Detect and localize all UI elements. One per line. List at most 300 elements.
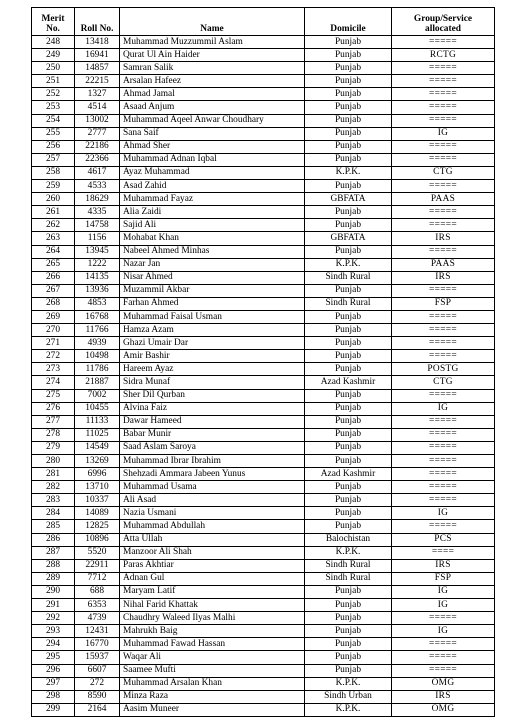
merit-no-cell: 288 (32, 559, 75, 572)
merit-no-cell: 290 (32, 585, 75, 598)
table-row (32, 599, 495, 612)
name-cell: Muhammad Abdullah (120, 520, 305, 533)
group-service-cell: IG (392, 127, 495, 140)
roll-no-cell: 22366 (75, 153, 120, 166)
group-service-cell: IG (392, 625, 495, 638)
group-service-cell: ===== (392, 468, 495, 481)
merit-no-cell: 264 (32, 245, 75, 258)
table-row (32, 546, 495, 559)
roll-no-cell: 10498 (75, 350, 120, 363)
domicile-cell: Punjab (305, 49, 392, 62)
table-row (32, 389, 495, 402)
domicile-cell: Azad Kashmir (305, 376, 392, 389)
name-cell: Samran Salik (120, 62, 305, 75)
table-row (32, 494, 495, 507)
roll-no-cell: 13269 (75, 455, 120, 468)
table-row (32, 455, 495, 468)
table-row (32, 101, 495, 114)
table-row (32, 206, 495, 219)
table-row (32, 49, 495, 62)
group-service-cell: IRS (392, 232, 495, 245)
domicile-cell: Punjab (305, 612, 392, 625)
table-row (32, 428, 495, 441)
roll-no-cell: 7712 (75, 572, 120, 585)
merit-no-cell: 252 (32, 88, 75, 101)
header-merit-line2: No. (46, 24, 60, 34)
name-cell: Dawar Hameed (120, 415, 305, 428)
name-cell: Muhammad Aqeel Anwar Choudhary (120, 114, 305, 127)
table-header-row (32, 8, 495, 36)
table-row (32, 219, 495, 232)
domicile-cell: Punjab (305, 585, 392, 598)
merit-no-cell: 248 (32, 36, 75, 49)
domicile-cell: Punjab (305, 88, 392, 101)
name-cell: Ghazi Umair Dar (120, 337, 305, 350)
group-service-cell: ===== (392, 245, 495, 258)
group-service-cell: ===== (392, 114, 495, 127)
name-cell: Maryam Latif (120, 585, 305, 598)
group-service-cell: ===== (392, 310, 495, 323)
table-row (32, 664, 495, 677)
group-service-cell: ===== (392, 153, 495, 166)
table-row (32, 350, 495, 363)
table-row (32, 180, 495, 193)
name-cell: Mahrukh Baig (120, 625, 305, 638)
table-row (32, 638, 495, 651)
domicile-cell: Punjab (305, 284, 392, 297)
domicile-cell: K.P.K. (305, 166, 392, 179)
table-row (32, 258, 495, 271)
roll-no-cell: 10896 (75, 533, 120, 546)
name-cell: Nazar Jan (120, 258, 305, 271)
merit-no-cell: 293 (32, 625, 75, 638)
merit-no-cell: 282 (32, 481, 75, 494)
domicile-cell: Punjab (305, 455, 392, 468)
roll-no-cell: 13418 (75, 36, 120, 49)
domicile-cell: Punjab (305, 481, 392, 494)
roll-no-cell: 4853 (75, 297, 120, 310)
merit-no-cell: 271 (32, 337, 75, 350)
group-service-cell: ===== (392, 88, 495, 101)
table-row (32, 114, 495, 127)
merit-no-cell: 258 (32, 166, 75, 179)
table-row (32, 415, 495, 428)
name-cell: Minza Raza (120, 690, 305, 703)
domicile-cell: Punjab (305, 664, 392, 677)
header-group-line1: Group/Service (413, 14, 473, 24)
table-row (32, 481, 495, 494)
table-row (32, 468, 495, 481)
name-cell: Muhammad Arsalan Khan (120, 677, 305, 690)
roll-no-cell: 12431 (75, 625, 120, 638)
domicile-cell: Punjab (305, 363, 392, 376)
merit-no-cell: 260 (32, 193, 75, 206)
group-service-cell: ===== (392, 337, 495, 350)
merit-no-cell: 254 (32, 114, 75, 127)
merit-no-cell: 255 (32, 127, 75, 140)
roll-no-cell: 6353 (75, 599, 120, 612)
table-row (32, 363, 495, 376)
name-cell: Hareem Ayaz (120, 363, 305, 376)
domicile-cell: Sindh Urban (305, 690, 392, 703)
domicile-cell: Punjab (305, 651, 392, 664)
group-service-cell: ===== (392, 664, 495, 677)
domicile-cell: Sindh Rural (305, 559, 392, 572)
group-service-cell: PAAS (392, 193, 495, 206)
merit-no-cell: 285 (32, 520, 75, 533)
roll-no-cell: 4739 (75, 612, 120, 625)
table-row (32, 310, 495, 323)
name-cell: Nisar Ahmed (120, 271, 305, 284)
domicile-cell: Punjab (305, 428, 392, 441)
domicile-cell: Sindh Rural (305, 572, 392, 585)
roll-no-cell: 14549 (75, 441, 120, 454)
name-cell: Muzammil Akbar (120, 284, 305, 297)
table-row (32, 441, 495, 454)
table-row (32, 337, 495, 350)
group-service-cell: ===== (392, 520, 495, 533)
roll-no-cell: 13945 (75, 245, 120, 258)
group-service-cell: IG (392, 402, 495, 415)
table-row (32, 324, 495, 337)
roll-no-cell: 2164 (75, 703, 120, 716)
table-row (32, 36, 495, 49)
name-cell: Amir Bashir (120, 350, 305, 363)
merit-no-cell: 284 (32, 507, 75, 520)
roll-no-cell: 11133 (75, 415, 120, 428)
table-row (32, 625, 495, 638)
merit-no-cell: 256 (32, 140, 75, 153)
roll-no-cell: 16768 (75, 310, 120, 323)
name-cell: Babar Munir (120, 428, 305, 441)
group-service-cell: ===== (392, 350, 495, 363)
roll-no-cell: 14089 (75, 507, 120, 520)
table-row (32, 376, 495, 389)
domicile-cell: GBFATA (305, 232, 392, 245)
merit-no-cell: 251 (32, 75, 75, 88)
name-cell: Nihal Farid Khattak (120, 599, 305, 612)
name-cell: Sidra Munaf (120, 376, 305, 389)
merit-no-cell: 294 (32, 638, 75, 651)
roll-no-cell: 688 (75, 585, 120, 598)
name-cell: Hamza Azam (120, 324, 305, 337)
group-service-cell: ===== (392, 441, 495, 454)
table-row (32, 520, 495, 533)
name-cell: Mohabat Khan (120, 232, 305, 245)
roll-no-cell: 22186 (75, 140, 120, 153)
merit-no-cell: 287 (32, 546, 75, 559)
roll-no-cell: 1327 (75, 88, 120, 101)
roll-no-cell: 14857 (75, 62, 120, 75)
domicile-cell: Punjab (305, 127, 392, 140)
merit-no-cell: 278 (32, 428, 75, 441)
roll-no-cell: 2777 (75, 127, 120, 140)
group-service-cell: IG (392, 599, 495, 612)
merit-no-cell: 266 (32, 271, 75, 284)
roll-no-cell: 16770 (75, 638, 120, 651)
domicile-cell: Punjab (305, 520, 392, 533)
group-service-cell: PAAS (392, 258, 495, 271)
group-service-cell: IG (392, 507, 495, 520)
merit-no-cell: 249 (32, 49, 75, 62)
group-service-cell: ===== (392, 36, 495, 49)
table-row (32, 612, 495, 625)
table-row (32, 127, 495, 140)
domicile-cell: Balochistan (305, 533, 392, 546)
roll-no-cell: 1222 (75, 258, 120, 271)
merit-no-cell: 261 (32, 206, 75, 219)
name-cell: Chaudhry Waleed Ilyas Malhi (120, 612, 305, 625)
merit-no-cell: 270 (32, 324, 75, 337)
group-service-cell: FSP (392, 572, 495, 585)
name-cell: Shehzadi Ammara Jabeen Yunus (120, 468, 305, 481)
table-row (32, 153, 495, 166)
table-row (32, 88, 495, 101)
group-service-cell: ===== (392, 284, 495, 297)
domicile-cell: Punjab (305, 75, 392, 88)
name-cell: Nazia Usmani (120, 507, 305, 520)
table-row (32, 507, 495, 520)
roll-no-cell: 14758 (75, 219, 120, 232)
merit-no-cell: 289 (32, 572, 75, 585)
roll-no-cell: 18629 (75, 193, 120, 206)
merit-no-cell: 291 (32, 599, 75, 612)
table-row (32, 703, 495, 716)
merit-no-cell: 268 (32, 297, 75, 310)
group-service-cell: ===== (392, 638, 495, 651)
merit-no-cell: 292 (32, 612, 75, 625)
name-cell: Sana Saif (120, 127, 305, 140)
merit-no-cell: 295 (32, 651, 75, 664)
domicile-cell: Punjab (305, 62, 392, 75)
name-cell: Nabeel Ahmed Minhas (120, 245, 305, 258)
roll-no-cell: 16941 (75, 49, 120, 62)
name-cell: Sajid Ali (120, 219, 305, 232)
roll-no-cell: 4335 (75, 206, 120, 219)
group-service-cell: ===== (392, 140, 495, 153)
group-service-cell: ===== (392, 455, 495, 468)
domicile-cell: Punjab (305, 507, 392, 520)
group-service-cell: ===== (392, 62, 495, 75)
roll-no-cell: 5520 (75, 546, 120, 559)
name-cell: Aasim Muneer (120, 703, 305, 716)
table-row (32, 402, 495, 415)
header-group-service (392, 8, 495, 36)
roll-no-cell: 6996 (75, 468, 120, 481)
name-cell: Adnan Gul (120, 572, 305, 585)
table-row (32, 690, 495, 703)
document-page (31, 7, 495, 717)
name-cell: Ali Asad (120, 494, 305, 507)
roll-no-cell: 4939 (75, 337, 120, 350)
domicile-cell: GBFATA (305, 193, 392, 206)
domicile-cell: Punjab (305, 625, 392, 638)
header-name: Name (120, 8, 305, 36)
domicile-cell: Punjab (305, 114, 392, 127)
merit-no-cell: 263 (32, 232, 75, 245)
domicile-cell: Punjab (305, 324, 392, 337)
roll-no-cell: 4514 (75, 101, 120, 114)
merit-no-cell: 297 (32, 677, 75, 690)
roll-no-cell: 4617 (75, 166, 120, 179)
name-cell: Muhammad Usama (120, 481, 305, 494)
domicile-cell: Punjab (305, 494, 392, 507)
table-row (32, 75, 495, 88)
merit-no-cell: 262 (32, 219, 75, 232)
domicile-cell: Punjab (305, 389, 392, 402)
domicile-cell: Punjab (305, 153, 392, 166)
roll-no-cell: 22215 (75, 75, 120, 88)
group-service-cell: IRS (392, 271, 495, 284)
name-cell: Muhammad Adnan Iqbal (120, 153, 305, 166)
group-service-cell: POSTG (392, 363, 495, 376)
group-service-cell: OMG (392, 703, 495, 716)
group-service-cell: ==== (392, 546, 495, 559)
table-row (32, 62, 495, 75)
domicile-cell: K.P.K. (305, 258, 392, 271)
roll-no-cell: 6607 (75, 664, 120, 677)
table-row (32, 559, 495, 572)
roll-no-cell: 272 (75, 677, 120, 690)
group-service-cell: IRS (392, 559, 495, 572)
group-service-cell: ===== (392, 206, 495, 219)
table-row (32, 166, 495, 179)
name-cell: Paras Akhtiar (120, 559, 305, 572)
roll-no-cell: 12825 (75, 520, 120, 533)
domicile-cell: Punjab (305, 180, 392, 193)
domicile-cell: Punjab (305, 219, 392, 232)
name-cell: Alia Zaidi (120, 206, 305, 219)
domicile-cell: Azad Kashmir (305, 468, 392, 481)
merit-no-cell: 298 (32, 690, 75, 703)
roll-no-cell: 21887 (75, 376, 120, 389)
domicile-cell: K.P.K. (305, 546, 392, 559)
name-cell: Muhammad Muzzummil Aslam (120, 36, 305, 49)
group-service-cell: IRS (392, 690, 495, 703)
table-row (32, 572, 495, 585)
merit-no-cell: 296 (32, 664, 75, 677)
name-cell: Asaad Anjum (120, 101, 305, 114)
roll-no-cell: 11766 (75, 324, 120, 337)
name-cell: Muhammad Fawad Hassan (120, 638, 305, 651)
group-service-cell: IG (392, 585, 495, 598)
domicile-cell: Punjab (305, 36, 392, 49)
name-cell: Ahmad Sher (120, 140, 305, 153)
merit-no-cell: 267 (32, 284, 75, 297)
merit-no-cell: 257 (32, 153, 75, 166)
merit-list-table (31, 7, 495, 717)
roll-no-cell: 8590 (75, 690, 120, 703)
group-service-cell: ===== (392, 494, 495, 507)
table-row (32, 245, 495, 258)
merit-no-cell: 275 (32, 389, 75, 402)
table-body (32, 36, 495, 717)
merit-no-cell: 259 (32, 180, 75, 193)
header-roll-no: Roll No. (75, 8, 120, 36)
group-service-cell: CTG (392, 166, 495, 179)
name-cell: Ahmad Jamal (120, 88, 305, 101)
roll-no-cell: 13936 (75, 284, 120, 297)
table-row (32, 140, 495, 153)
roll-no-cell: 7002 (75, 389, 120, 402)
domicile-cell: Punjab (305, 206, 392, 219)
group-service-cell: ===== (392, 389, 495, 402)
name-cell: Muhammad Faisal Usman (120, 310, 305, 323)
group-service-cell: RCTG (392, 49, 495, 62)
domicile-cell: Punjab (305, 599, 392, 612)
name-cell: Muhammad Ibrar Ibrahim (120, 455, 305, 468)
roll-no-cell: 4533 (75, 180, 120, 193)
group-service-cell: CTG (392, 376, 495, 389)
roll-no-cell: 22911 (75, 559, 120, 572)
group-service-cell: ===== (392, 324, 495, 337)
name-cell: Alvina Faiz (120, 402, 305, 415)
merit-no-cell: 299 (32, 703, 75, 716)
merit-no-cell: 274 (32, 376, 75, 389)
domicile-cell: Punjab (305, 415, 392, 428)
roll-no-cell: 11025 (75, 428, 120, 441)
name-cell: Saamee Mufti (120, 664, 305, 677)
domicile-cell: Punjab (305, 337, 392, 350)
group-service-cell: FSP (392, 297, 495, 310)
domicile-cell: Punjab (305, 350, 392, 363)
header-merit-line1: Merit (41, 14, 65, 24)
name-cell: Waqar Ali (120, 651, 305, 664)
domicile-cell: K.P.K. (305, 677, 392, 690)
group-service-cell: ===== (392, 219, 495, 232)
domicile-cell: Punjab (305, 101, 392, 114)
roll-no-cell: 13710 (75, 481, 120, 494)
domicile-cell: Punjab (305, 441, 392, 454)
header-group-line2: allocated (425, 24, 461, 34)
name-cell: Arsalan Hafeez (120, 75, 305, 88)
domicile-cell: Punjab (305, 310, 392, 323)
group-service-cell: ===== (392, 415, 495, 428)
name-cell: Muhammad Fayaz (120, 193, 305, 206)
domicile-cell: Punjab (305, 245, 392, 258)
group-service-cell: ===== (392, 75, 495, 88)
roll-no-cell: 13002 (75, 114, 120, 127)
table-row (32, 271, 495, 284)
merit-no-cell: 279 (32, 441, 75, 454)
domicile-cell: Punjab (305, 140, 392, 153)
header-domicile: Domicile (305, 8, 392, 36)
name-cell: Sher Dil Qurban (120, 389, 305, 402)
merit-no-cell: 277 (32, 415, 75, 428)
group-service-cell: ===== (392, 651, 495, 664)
domicile-cell: K.P.K. (305, 703, 392, 716)
name-cell: Atta Ullah (120, 533, 305, 546)
table-row (32, 284, 495, 297)
merit-no-cell: 272 (32, 350, 75, 363)
name-cell: Farhan Ahmed (120, 297, 305, 310)
merit-no-cell: 283 (32, 494, 75, 507)
table-row (32, 585, 495, 598)
table-row (32, 193, 495, 206)
group-service-cell: ===== (392, 612, 495, 625)
group-service-cell: ===== (392, 180, 495, 193)
domicile-cell: Punjab (305, 638, 392, 651)
group-service-cell: ===== (392, 481, 495, 494)
roll-no-cell: 15937 (75, 651, 120, 664)
roll-no-cell: 1156 (75, 232, 120, 245)
domicile-cell: Sindh Rural (305, 271, 392, 284)
group-service-cell: PCS (392, 533, 495, 546)
merit-no-cell: 250 (32, 62, 75, 75)
merit-no-cell: 281 (32, 468, 75, 481)
name-cell: Manzoor Ali Shah (120, 546, 305, 559)
name-cell: Asad Zahid (120, 180, 305, 193)
